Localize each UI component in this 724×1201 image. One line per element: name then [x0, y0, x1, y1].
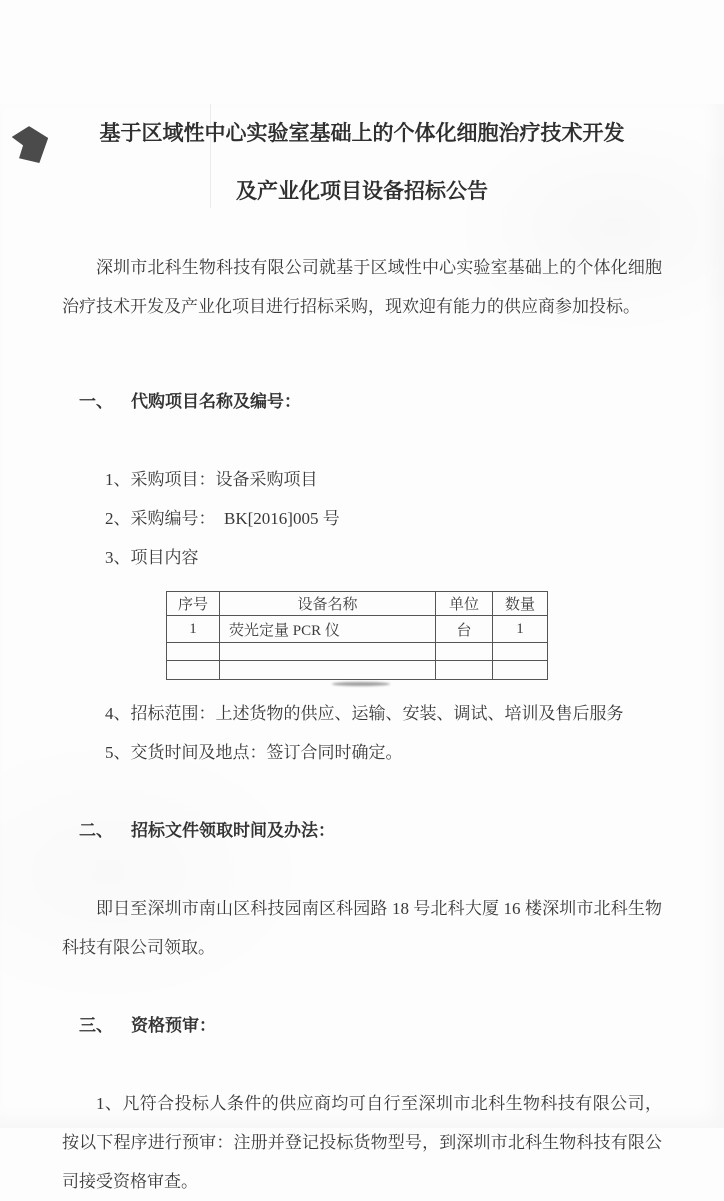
- cell-unit: [436, 661, 493, 680]
- equipment-table-header-row: [167, 592, 548, 616]
- section2-paragraph: 即日至深圳市南山区科技园南区科园路 18 号北科大厦 16 楼深圳市北科生物科技有限公司领取。: [62, 899, 662, 957]
- section3-heading-text: 资格预审：: [131, 1016, 216, 1035]
- section1-number: 一、: [79, 392, 113, 411]
- col-header-unit: 单位: [436, 592, 493, 616]
- table-row: [167, 616, 548, 643]
- col-header-quantity: 数量: [493, 592, 548, 616]
- cell-quantity: [493, 643, 548, 661]
- intro-paragraph: 深圳市北科生物科技有限公司就基于区域性中心实验室基础上的个体化细胞治疗技术开发及产业化项目进行招标采购，现欢迎有能力的供应商参加投标。: [62, 258, 662, 316]
- table-row: [167, 661, 548, 680]
- scan-crease-line: [210, 104, 211, 208]
- section1-item5: 5、交货时间及地点：签订合同时确定。: [105, 743, 403, 762]
- cell-index: 1: [167, 616, 220, 643]
- section3-number: 三、: [79, 1016, 113, 1035]
- section3-heading: [62, 967, 662, 1084]
- title-line-2: 及产业化项目设备招标公告: [236, 179, 488, 203]
- section2-number: 二、: [79, 821, 113, 840]
- scan-corner-smudge: [11, 124, 52, 167]
- section1-item4: 4、招标范围：上述货物的供应、运输、安装、调试、培训及售后服务: [105, 704, 624, 723]
- section1-heading: [62, 343, 662, 460]
- cell-quantity: [493, 661, 548, 680]
- section1-item3: 3、项目内容: [105, 548, 199, 567]
- cell-device-name: 荧光定量 PCR 仪: [220, 616, 436, 643]
- scan-table-smudge: [332, 682, 390, 686]
- equipment-table: [166, 591, 548, 680]
- col-header-index: 序号: [167, 592, 220, 616]
- cell-device-name: [220, 661, 436, 680]
- section3-paragraph: 1、凡符合投标人条件的供应商均可自行至深圳市北科生物科技有限公司，按以下程序进行预审：注册并登记投标货物型号，到深圳市北科生物科技有限公司接受资格审查。: [62, 1094, 662, 1191]
- table-row: [167, 643, 548, 661]
- section1-item1: 1、采购项目：设备采购项目: [105, 470, 318, 489]
- cell-device-name: [220, 643, 436, 661]
- cell-unit: 台: [436, 616, 493, 643]
- section2-heading-text: 招标文件领取时间及办法：: [131, 821, 335, 840]
- section2-heading: [62, 772, 662, 889]
- document-page: [0, 104, 724, 1191]
- cell-index: [167, 643, 220, 661]
- section1-item2: 2、采购编号： BK[2016]005 号: [105, 509, 340, 528]
- cell-quantity: 1: [493, 616, 548, 643]
- section1-heading-text: 代购项目名称及编号：: [131, 392, 301, 411]
- col-header-device-name: 设备名称: [220, 592, 436, 616]
- title-line-1: 基于区域性中心实验室基础上的个体化细胞治疗技术开发: [99, 121, 625, 145]
- cell-unit: [436, 643, 493, 661]
- document-title: [62, 104, 662, 220]
- cell-index: [167, 661, 220, 680]
